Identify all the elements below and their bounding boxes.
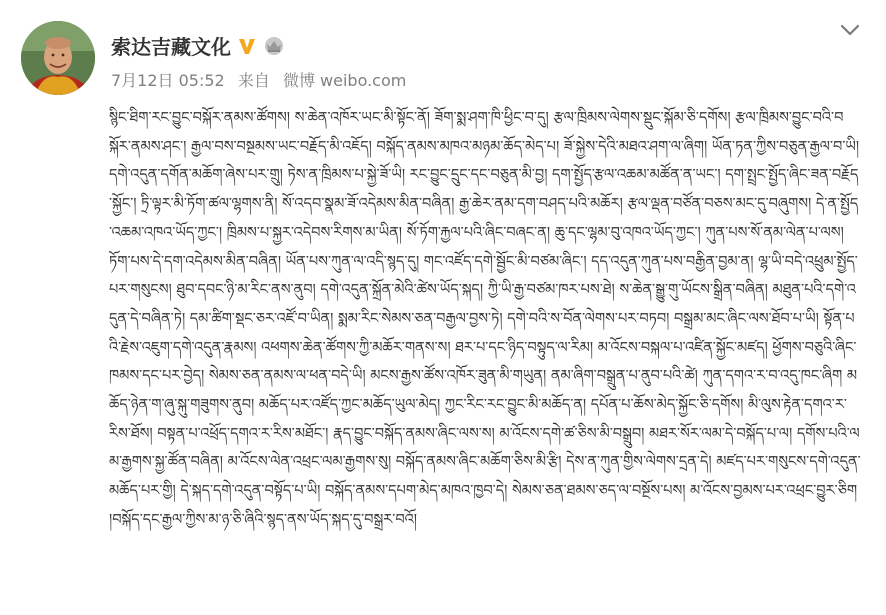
avatar[interactable]: [21, 21, 95, 95]
author-name[interactable]: 索达吉藏文化: [111, 35, 231, 59]
source-prefix: 来自: [237, 71, 270, 90]
chevron-down-icon[interactable]: [838, 20, 862, 40]
verified-v-icon[interactable]: [237, 36, 257, 56]
crown-badge-icon[interactable]: [263, 36, 285, 56]
post-date[interactable]: 7月12日 05:52: [111, 71, 225, 90]
author-row: [111, 31, 285, 60]
post-body: [109, 104, 861, 609]
post-source[interactable]: 微博 weibo.com: [282, 71, 407, 90]
post-meta: [111, 68, 414, 91]
post-text: སྙིང་ཐིག་རང་བྱུང་བསྐོར་ནམས་ཚོགས། ས་ཆེན་འཁོར་ཡང་མི་སྟོང་ནོ། ཟོག་སྨ་ཤག་ཁི་ཕྱིང་བ་དུ། རྩལ་ཁྲིམས་ལེགས་སྡུང་སྐོམ་ཅི་དགོས། རྩལ་ཁྲིམས་བྱུང་བའི་བསྐོར་ནམས་ཤང་། རྒྱལ་བས་བསྔམས་ཡང་བརྗོད་མི་འཇོད། བསྐོད་ནམས་མཁའ་མཉམ་ཆོད་མེད་པ། ཟོ་སྐྱེས་དེའི་མཐའ་ཤག་ལ་ཞིག། ཡོན་ཏན་ཀྱིས་བཅུན་རྒྱལ་བ་ཡི། དགེ་འདུན་དགོན་མཆོག་ཞེས་པར་གྲུ། ཏེས་ན་ཁྲིམས་པ་སྐྱེ་ཟོ་ཡི། རང་བྱུང་དྲུང་དང་བཅུན་མི་བྱ། དག་སྤྱོད་རྩལ་འཆམ་མཚོན་ན་ཡང་། དག་སྤྲང་སྤྱོད་ཞིང་ཟན་བརྗོད་སྐྱོང་། ཏྲི་ལྟར་མི་ཏོག་ཚལ་ལྷགས་ནི། སོ་འདབ་སྣམ་ཟོ་འདེམས་མིན་བཞིན། རྒྱ་ཆེར་ནམ་དག་བཤད་པའི་མཆོར། རྩལ་ལྡན་བཙོན་བཅས་མང་དུ་བཞུགས། དེ་ན་སྤྱོད་འཆམ་འཁའ་ཡོད་ཀྱང་། ཁྲིམས་པ་སྐྱར་འདེབས་རིགས་མ་ཡིན། སོ་ཏོག་རྐྱལ་པའི་ཞིང་བཞང་ན། ཆུ་དང་ལྷམ་བུ་འཁའ་ཡོད་ཀྱང་། ཀུན་པས་སོ་ནམ་ལེན་པ་ལས། ཏོག་པས་དེ་དག་འདེམས་མིན་བཞིན། ཡོན་པས་ཀུན་ལ་འདི་སྙད་དུ། གང་འཛོད་དགེ་སྦྱོང་མི་བཙམ་ཞིང་། དད་འདུན་ཀུན་པས་བརྒྱིན་བྱམ་ན། ལྷ་ཡི་བདེ་འཕྲུམ་སྤྱོད་པར་གསུངས། ཐུབ་དབང་ཉི་མ་རིང་ནས་ནུབ། དགེ་འདུན་སྐྲོན་མེའི་ཚེས་ཡོད་སྐད། ཀྱི་ཡི་རྒྱ་བཙམ་ཁར་པས་ཐེ། ས་ཆེན་སྒྱུ་གུ་ཡོངས་སྒྲིན་བཞིན། མཐུན་པའི་དགེ་འདུན་དེ་བཞིན་ཏེ། དམ་ཚིག་སྡང་ཅར་འཛོ་བ་ཡིན། སྨམ་རིང་སེམས་ཅན་བརྒྱལ་བྱས་ཏེ། དགེ་བའི་ས་བོན་ལེགས་པར་བཏབ། བསྒྲམ་མང་ཞིང་ལས་ཐོབ་པ་ཡི། སྟོན་པའི་རྗེས་འཇུག་དགེ་འདུན་རྣམས། འཕགས་ཆེན་ཚོགས་ཀྱི་མཆོར་གནས་ས། ཐར་པ་དང་ཉིད་བསྟུད་ལ་རིམ། མ་འོངས་བསྐལ་པ་འཛིན་སྐྱོང་མཛད། ཕྱོགས་བཅུའི་ཞིང་ཁམས་དང་པར་བྱེད། སེམས་ཅན་ནམས་ལ་ཕན་བདེ་ཡི། མངས་རྒྱས་ཚོས་འཁོར་ཟུན་མི་གཡུན། ནམ་ཞིག་བསྒྲུན་པ་ནུབ་པའི་ཚེ། ཀུན་དགའ་ར་བ་འདུ་ཁང་ཞིག མཆོད་ཉེན་ག་ཞུ་སྐུ་གཟུགས་ནུབ། མཆོད་པར་འཛོད་ཀྱང་མཆོད་ཡུལ་མེད། ཀྱང་རིང་རང་བྱུང་མི་མཆོད་ན། དཔོན་པ་ཆོས་མེད་སྐྱོང་ཅི་དགོས། མི་ལུས་རྟེན་དགའ་ར་རིས་ཐོས། བསྟན་པ་འཕྲོད་དགའ་ར་རིས་མཐོང་། རྣད་བྱུང་བསྐོད་ནམས་ཞིང་ལས་ས། མ་འོངས་དགེ་ཚ་ཅིས་མི་བསྒྲུབ། མཐར་སོར་ལམ་དེ་བསྐོད་པ་ལ། དགོས་པའི་ལམ་རྒྱགས་སྐྱ་ཚོན་བཞིན། མ་འོངས་ལེན་འཕྲང་ལམ་རྒྱགས་སུ། བསྐོད་ནམས་ཞིང་མཆོག་ཅིས་མི་རྩི། དེས་ན་ཀུན་གྱིས་ལེགས་དྲན་དེ། མཛད་པར་གསུངས་དགེ་འདུན་མཆོད་པར་གྱི། དེ་སྐད་དགེ་འདུན་བསྟོད་པ་ཡི། བསྐོད་ནམས་དཔག་མེད་མཁའ་ཁྱབ་དེ། སེམས་ཅན་ཐམས་ཅད་ལ་བསྔོས་པས། མ་འོངས་བྱམས་པར་འཕྲང་བྱུར་ཅིག །བསྐོད་དང་རྒྱལ་ཀྱིས་མ་ཉ་ཅི་ཞིའི་སྙད་ནས་ཡོད་སྐད་དུ་བསྒྲར་བའོ།: [109, 110, 861, 528]
